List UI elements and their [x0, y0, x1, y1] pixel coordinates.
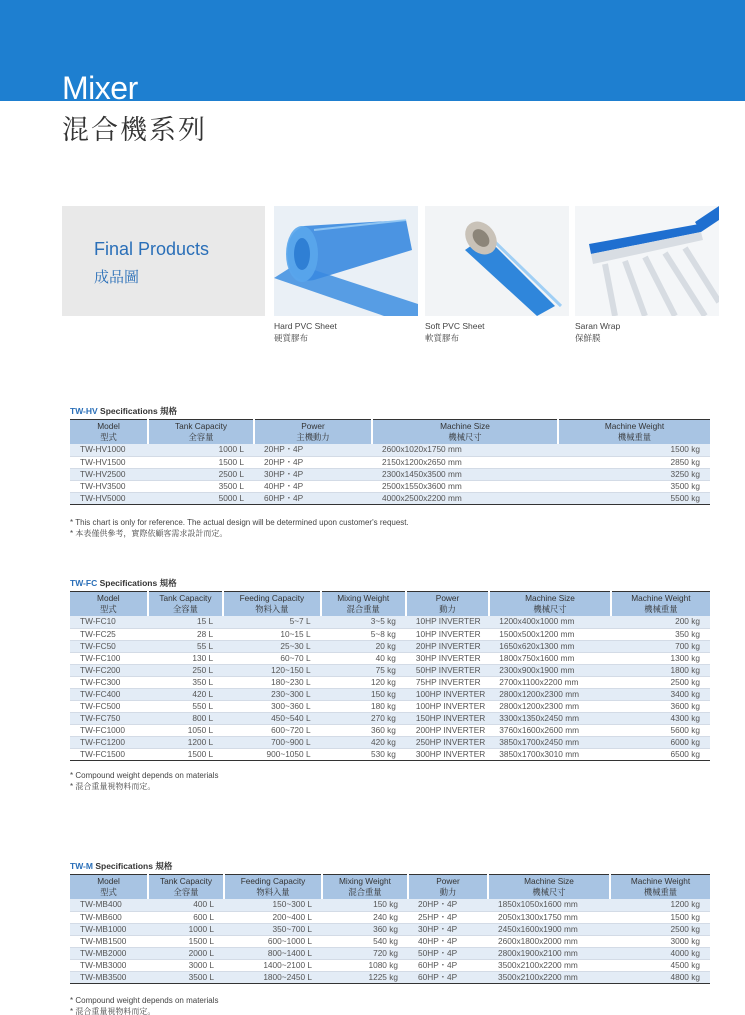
table-cell: 1500 L: [148, 456, 254, 468]
table-cell: 1200 kg: [610, 899, 710, 911]
table-cell: 3000 L: [148, 959, 224, 971]
table-cell: 10~15 L: [223, 628, 320, 640]
fc-header-cell: Tank Capacity 全容量: [148, 592, 223, 617]
table-cell: 6000 kg: [611, 736, 710, 748]
table-cell: 5~7 L: [223, 616, 320, 628]
fc-note: * Compound weight depends on materials * 混合重量視物料而定。: [70, 771, 219, 791]
table-cell: TW-FC1200: [70, 736, 148, 748]
fc-spec-table: [70, 591, 710, 761]
table-cell: TW-FC750: [70, 712, 148, 724]
table-cell: 900~1050 L: [223, 748, 320, 760]
table-cell: 600~1000 L: [224, 935, 322, 947]
table-cell: 3500x2100x2200 mm: [488, 959, 610, 971]
table-cell: 3850x1700x3010 mm: [489, 748, 611, 760]
table-cell: 300HP INVERTER: [406, 748, 489, 760]
table-cell: 40HP・4P: [408, 935, 488, 947]
table-cell: 30HP INVERTER: [406, 652, 489, 664]
table-cell: TW-FC25: [70, 628, 148, 640]
fc-header-cell: Mixing Weight 混合重量: [321, 592, 406, 617]
table-cell: TW-MB1500: [70, 935, 148, 947]
table-cell: 2000 L: [148, 947, 224, 959]
table-cell: 1800x750x1600 mm: [489, 652, 611, 664]
table-cell: 150HP INVERTER: [406, 712, 489, 724]
table-row: [70, 492, 710, 504]
table-cell: 300~360 L: [223, 700, 320, 712]
table-cell: 25~30 L: [223, 640, 320, 652]
final-products-panel: [62, 206, 265, 316]
table-cell: 350 kg: [611, 628, 710, 640]
table-cell: 60HP・4P: [254, 492, 372, 504]
table-cell: 50HP INVERTER: [406, 664, 489, 676]
table-cell: 1050 L: [148, 724, 223, 736]
table-cell: 270 kg: [321, 712, 406, 724]
table-cell: 2500 L: [148, 468, 254, 480]
table-row: [70, 640, 710, 652]
table-row: [70, 899, 710, 911]
table-row: [70, 959, 710, 971]
table-cell: 530 kg: [321, 748, 406, 760]
table-cell: 4300 kg: [611, 712, 710, 724]
table-row: [70, 923, 710, 935]
hv-header-cell: Machine Weight 機械重量: [558, 420, 710, 445]
saran-wrap-caption: Saran Wrap 保鮮膜: [575, 321, 621, 343]
table-cell: 600~720 L: [223, 724, 320, 736]
fc-header-cell: Feeding Capacity 物料入量: [223, 592, 320, 617]
table-cell: 28 L: [148, 628, 223, 640]
table-cell: 350 L: [148, 676, 223, 688]
mb-header-cell: Tank Capacity 全容量: [148, 875, 224, 900]
table-cell: 30HP・4P: [254, 468, 372, 480]
soft-pvc-sheet-image: [425, 206, 569, 316]
fc-spec-title: TW-FC Specifications 規格: [70, 578, 177, 588]
table-row: [70, 700, 710, 712]
table-cell: 120~150 L: [223, 664, 320, 676]
table-cell: 180 kg: [321, 700, 406, 712]
table-cell: 1800~2450 L: [224, 971, 322, 983]
table-row: [70, 911, 710, 923]
hv-header-cell: Model 型式: [70, 420, 148, 445]
table-cell: 20HP・4P: [254, 444, 372, 456]
table-cell: TW-FC10: [70, 616, 148, 628]
table-cell: 4500 kg: [610, 959, 710, 971]
table-cell: 1300 kg: [611, 652, 710, 664]
table-cell: 40 kg: [321, 652, 406, 664]
table-row: [70, 456, 710, 468]
table-row: [70, 971, 710, 983]
table-cell: TW-HV5000: [70, 492, 148, 504]
table-cell: 100HP INVERTER: [406, 688, 489, 700]
table-cell: 1800 kg: [611, 664, 710, 676]
table-cell: 1500x500x1200 mm: [489, 628, 611, 640]
final-products-subtitle: 成品圖: [94, 268, 140, 286]
table-cell: 550 L: [148, 700, 223, 712]
table-cell: 600 L: [148, 911, 224, 923]
table-cell: TW-MB2000: [70, 947, 148, 959]
table-row: [70, 628, 710, 640]
table-cell: 2700x1100x2200 mm: [489, 676, 611, 688]
table-cell: 2800x1900x2100 mm: [488, 947, 610, 959]
table-cell: 180~230 L: [223, 676, 320, 688]
table-cell: 540 kg: [322, 935, 408, 947]
table-cell: 3600 kg: [611, 700, 710, 712]
table-cell: 150 kg: [322, 899, 408, 911]
table-cell: 15 L: [148, 616, 223, 628]
table-cell: 3~5 kg: [321, 616, 406, 628]
table-cell: 700~900 L: [223, 736, 320, 748]
mb-header-cell: Feeding Capacity 物料入量: [224, 875, 322, 900]
table-row: [70, 664, 710, 676]
table-cell: 55 L: [148, 640, 223, 652]
table-cell: TW-FC500: [70, 700, 148, 712]
table-cell: 420 kg: [321, 736, 406, 748]
table-cell: 4000 kg: [610, 947, 710, 959]
table-row: [70, 724, 710, 736]
table-cell: TW-MB600: [70, 911, 148, 923]
hv-note: * This chart is only for reference. The actual design will be determined upon customer's request. * 本表僅供參考，實際依顧客需求設計而定。: [70, 518, 409, 538]
table-cell: 60~70 L: [223, 652, 320, 664]
table-cell: 75 kg: [321, 664, 406, 676]
table-cell: 2050x1300x1750 mm: [488, 911, 610, 923]
table-cell: 3760x1600x2600 mm: [489, 724, 611, 736]
table-cell: 25HP・4P: [408, 911, 488, 923]
table-row: [70, 676, 710, 688]
soft-pvc-caption: Soft PVC Sheet 軟質膠布: [425, 321, 485, 343]
table-row: [70, 616, 710, 628]
fc-header-cell: Power 動力: [406, 592, 489, 617]
table-cell: 350~700 L: [224, 923, 322, 935]
table-cell: 20HP・4P: [254, 456, 372, 468]
table-cell: 40HP・4P: [254, 480, 372, 492]
hv-spec-table: [70, 419, 710, 505]
table-cell: 3500 kg: [558, 480, 710, 492]
table-cell: 420 L: [148, 688, 223, 700]
table-cell: 200 kg: [611, 616, 710, 628]
table-cell: 450~540 L: [223, 712, 320, 724]
saran-wrap-image: [575, 206, 719, 316]
table-cell: 2850 kg: [558, 456, 710, 468]
mb-spec-table: [70, 874, 710, 984]
mb-header-cell: Power 動力: [408, 875, 488, 900]
table-cell: TW-FC1000: [70, 724, 148, 736]
fc-header-cell: Model 型式: [70, 592, 148, 617]
table-cell: 200HP INVERTER: [406, 724, 489, 736]
table-cell: 1500 L: [148, 935, 224, 947]
table-cell: 3250 kg: [558, 468, 710, 480]
table-cell: 3500x2100x2200 mm: [488, 971, 610, 983]
table-cell: 1850x1050x1600 mm: [488, 899, 610, 911]
table-cell: 1200 L: [148, 736, 223, 748]
table-row: [70, 712, 710, 724]
table-cell: 2800x1200x2300 mm: [489, 688, 611, 700]
table-cell: 10HP INVERTER: [406, 616, 489, 628]
table-cell: 360 kg: [322, 923, 408, 935]
table-cell: TW-HV1000: [70, 444, 148, 456]
table-cell: 130 L: [148, 652, 223, 664]
table-cell: 2500 kg: [611, 676, 710, 688]
table-row: [70, 748, 710, 760]
table-cell: TW-MB3500: [70, 971, 148, 983]
mb-spec-title: TW-M Specifications 規格: [70, 861, 173, 871]
table-cell: 250HP INVERTER: [406, 736, 489, 748]
table-cell: 20 kg: [321, 640, 406, 652]
table-cell: 3300x1350x2450 mm: [489, 712, 611, 724]
table-cell: 150 kg: [321, 688, 406, 700]
table-cell: 20HP・4P: [408, 899, 488, 911]
table-cell: 2800x1200x2300 mm: [489, 700, 611, 712]
hv-header-cell: Machine Size 機械尺寸: [372, 420, 558, 445]
table-cell: 2300x1450x3500 mm: [372, 468, 558, 480]
table-cell: 360 kg: [321, 724, 406, 736]
final-products-title: Final Products: [94, 239, 210, 259]
table-cell: TW-MB400: [70, 899, 148, 911]
table-cell: 5600 kg: [611, 724, 710, 736]
mb-header-cell: Mixing Weight 混合重量: [322, 875, 408, 900]
table-cell: 1500 kg: [558, 444, 710, 456]
table-cell: 3000 kg: [610, 935, 710, 947]
table-row: [70, 688, 710, 700]
table-cell: 30HP・4P: [408, 923, 488, 935]
table-cell: 800~1400 L: [224, 947, 322, 959]
table-cell: 4000x2500x2200 mm: [372, 492, 558, 504]
table-cell: 1400~2100 L: [224, 959, 322, 971]
table-cell: 75HP INVERTER: [406, 676, 489, 688]
mb-header-cell: Model 型式: [70, 875, 148, 900]
table-cell: 3850x1700x2450 mm: [489, 736, 611, 748]
mb-note: * Compound weight depends on materials * 混合重量視物料而定。: [70, 996, 219, 1015]
table-row: [70, 935, 710, 947]
table-cell: TW-HV1500: [70, 456, 148, 468]
page-subtitle: 混合機系列: [62, 115, 207, 146]
table-cell: 2600x1800x2000 mm: [488, 935, 610, 947]
hv-header-cell: Power 主機動力: [254, 420, 372, 445]
table-row: [70, 736, 710, 748]
table-cell: 60HP・4P: [408, 971, 488, 983]
table-cell: 800 L: [148, 712, 223, 724]
fc-header-cell: Machine Size 機械尺寸: [489, 592, 611, 617]
table-cell: 60HP・4P: [408, 959, 488, 971]
fc-header-cell: Machine Weight 機械重量: [611, 592, 710, 617]
table-cell: 200~400 L: [224, 911, 322, 923]
table-cell: 20HP INVERTER: [406, 640, 489, 652]
page-title: Mixer: [62, 70, 138, 106]
table-cell: 2600x1020x1750 mm: [372, 444, 558, 456]
hard-pvc-caption: Hard PVC Sheet 硬質膠布: [274, 321, 337, 343]
table-cell: 5500 kg: [558, 492, 710, 504]
hv-header-cell: Tank Capacity 全容量: [148, 420, 254, 445]
table-cell: 1000 L: [148, 444, 254, 456]
mb-header-cell: Machine Weight 機械重量: [610, 875, 710, 900]
table-cell: 2500x1550x3600 mm: [372, 480, 558, 492]
table-cell: TW-FC50: [70, 640, 148, 652]
table-cell: 6500 kg: [611, 748, 710, 760]
table-cell: 3500 L: [148, 480, 254, 492]
table-row: [70, 444, 710, 456]
table-cell: TW-FC100: [70, 652, 148, 664]
table-cell: 10HP INVERTER: [406, 628, 489, 640]
table-cell: 3500 L: [148, 971, 224, 983]
table-cell: 1080 kg: [322, 959, 408, 971]
table-cell: 1650x620x1300 mm: [489, 640, 611, 652]
table-cell: 1225 kg: [322, 971, 408, 983]
table-cell: TW-HV3500: [70, 480, 148, 492]
table-cell: TW-MB3000: [70, 959, 148, 971]
table-cell: 1500 L: [148, 748, 223, 760]
table-row: [70, 947, 710, 959]
table-cell: 150~300 L: [224, 899, 322, 911]
table-cell: 120 kg: [321, 676, 406, 688]
table-cell: 1500 kg: [610, 911, 710, 923]
table-cell: TW-FC300: [70, 676, 148, 688]
table-row: [70, 468, 710, 480]
table-cell: 50HP・4P: [408, 947, 488, 959]
table-cell: 720 kg: [322, 947, 408, 959]
table-row: [70, 652, 710, 664]
table-cell: 250 L: [148, 664, 223, 676]
table-cell: 2500 kg: [610, 923, 710, 935]
table-cell: 5000 L: [148, 492, 254, 504]
table-cell: 1000 L: [148, 923, 224, 935]
mb-header-cell: Machine Size 機械尺寸: [488, 875, 610, 900]
hv-spec-title: TW-HV Specifications 規格: [70, 406, 178, 416]
table-cell: 2300x900x1900 mm: [489, 664, 611, 676]
table-cell: 2450x1600x1900 mm: [488, 923, 610, 935]
table-cell: TW-FC400: [70, 688, 148, 700]
table-row: [70, 480, 710, 492]
table-cell: TW-FC200: [70, 664, 148, 676]
table-cell: TW-HV2500: [70, 468, 148, 480]
table-cell: 2150x1200x2650 mm: [372, 456, 558, 468]
table-cell: 5~8 kg: [321, 628, 406, 640]
table-cell: 240 kg: [322, 911, 408, 923]
table-cell: 4800 kg: [610, 971, 710, 983]
table-cell: 1200x400x1000 mm: [489, 616, 611, 628]
table-cell: 400 L: [148, 899, 224, 911]
table-cell: 700 kg: [611, 640, 710, 652]
table-cell: 230~300 L: [223, 688, 320, 700]
hard-pvc-sheet-image: [274, 206, 418, 316]
table-cell: TW-MB1000: [70, 923, 148, 935]
table-cell: 100HP INVERTER: [406, 700, 489, 712]
table-cell: 3400 kg: [611, 688, 710, 700]
table-cell: TW-FC1500: [70, 748, 148, 760]
